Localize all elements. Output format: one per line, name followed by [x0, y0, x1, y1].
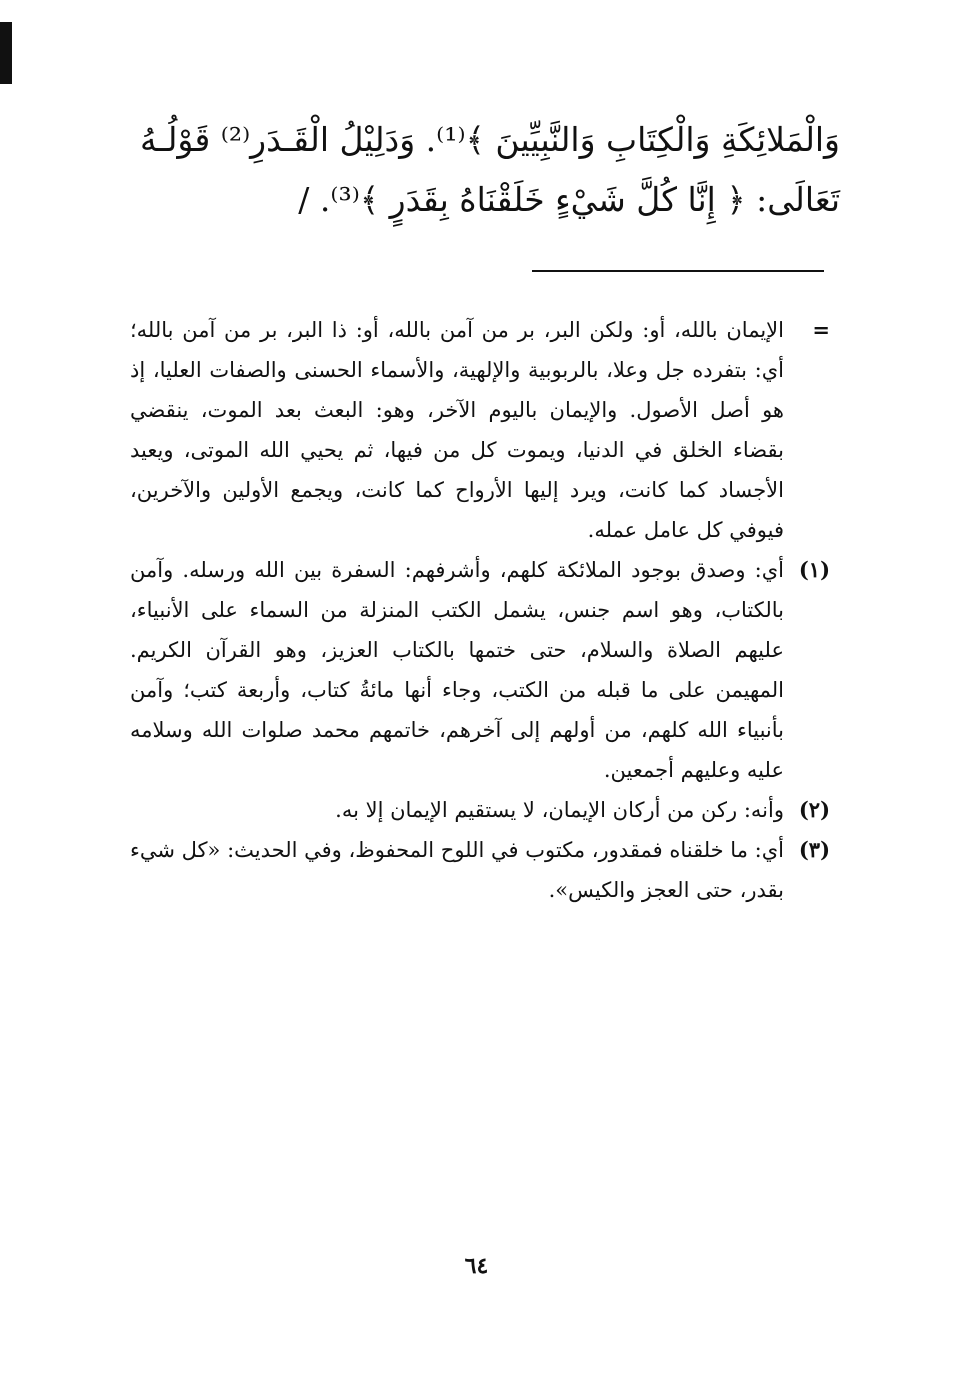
page-number: ٦٤ [464, 1253, 489, 1279]
footnote-text: أي: وصدق بوجود الملائكة كلهم، وأشرفهم: السفرة بين الله ورسله. وآمن بالكتاب، وهو اسم جنس، يشمل الكتب المنزلة من السماء على الأنبياء، عليهم الصلاة والسلام، حتى ختمها بالكتاب العزيز، وهو القرآن الكريم. المهيمن على ما قبله من الكتب، وجاء أنها مائةُ كتاب، وأربعة كتب؛ وآمن بأنبياء الله كلهم، من أولهم إلى آخرهم، خاتمهم محمد صلوات الله وسلامه عليه وعليهم أجمعين. [130, 558, 784, 782]
main-text-line: تَعَالَى: ﴿ إِنَّا كُلَّ شَيْءٍ خَلَقْنَاهُ بِقَدَرٍ ﴾⁽³⁾. / [298, 180, 840, 219]
footnote-text: الإيمان بالله، أو: ولكن البر، بر من آمن بالله، أو: ذا البر، بر من آمن بالله؛ أي: بتفرده جل وعلا، بالربوبية والإلهية، والأسماء الحسنى والصفات العليا، إذ هو أصل الأصول. والإيمان باليوم الآخر، وهو: البعث بعد الموت، ينقضي بقضاء الخلق في الدنيا، ويموت كل من فيها، ثم يحيي الله الموتى، ويعيد الأجساد كما كانت، ويرد إليها الأرواح كما كانت، ويجمع الأولين والآخرين، فيوفي كل عامل عمله. [130, 318, 784, 542]
footnote-marker: (١) [798, 557, 830, 582]
footnote-marker: (٣) [798, 837, 830, 862]
footnote-text: وأنه: ركن من أركان الإيمان، لا يستقيم الإيمان إلا به. [335, 798, 784, 822]
footnote-separator [532, 270, 824, 272]
footnotes [130, 310, 830, 910]
footnote-text: أي: ما خلقناه فمقدور، مكتوب في اللوح المحفوظ، وفي الحديث: «كل شيء بقدر، حتى العجز والكيس». [130, 838, 784, 902]
footnote-2 [130, 790, 830, 830]
footnote-marker: (٢) [798, 797, 830, 822]
footnote-3 [130, 830, 830, 910]
page-edge-mark [0, 22, 12, 84]
main-text [120, 110, 840, 230]
main-text-line: وَالْمَلائِكَةِ وَالْكِتَابِ وَالنَّبِيِّينَ ﴾⁽¹⁾. وَدَلِيْلُ الْقَـدَرِ⁽²⁾ قَوْلُـهُ [140, 120, 840, 159]
footnote-continuation [130, 310, 830, 550]
footnote-1 [130, 550, 830, 790]
footnote-marker: = [812, 317, 830, 342]
